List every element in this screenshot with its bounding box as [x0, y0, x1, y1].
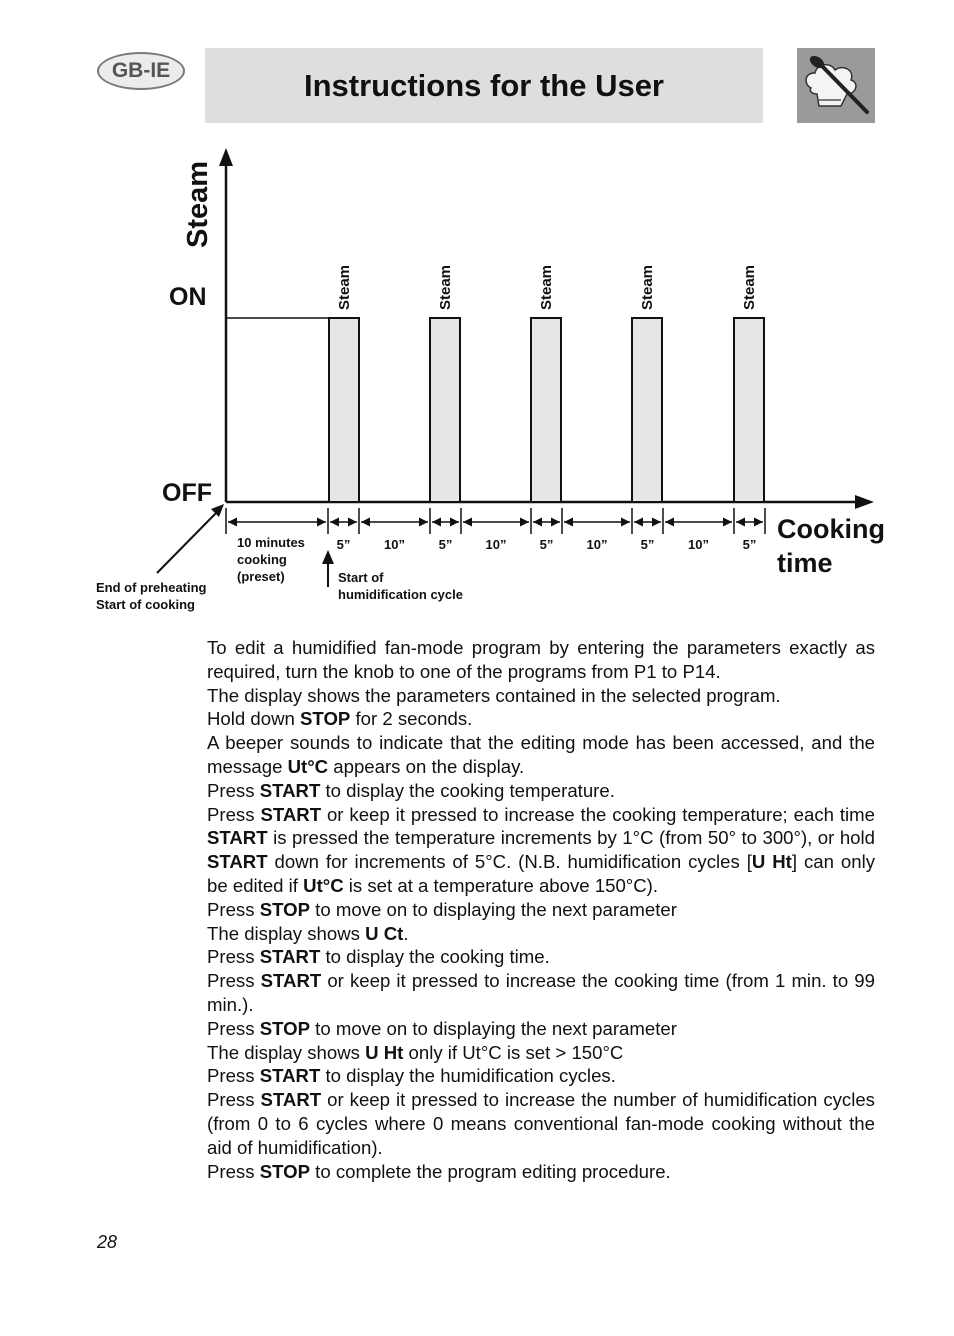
segment-label-4: 10” [485, 537, 507, 552]
keyword: U Ht [365, 1041, 404, 1063]
humid-label-line2: humidification cycle [338, 587, 463, 602]
instruction-paragraph [207, 731, 875, 779]
segment-head-left-2 [361, 518, 370, 527]
steam-pulse-label-4: Steam [639, 264, 656, 310]
segment-head-left-7 [634, 518, 643, 527]
steam-pulse-label-3: Steam [538, 264, 555, 310]
time-segments [226, 508, 765, 552]
text-run: Press [207, 1089, 261, 1111]
text-run: is pressed the temperature increments by 1°C (from 50° to 300°), or hold [267, 827, 875, 849]
instruction-paragraph [207, 803, 875, 898]
text-run: . [403, 922, 409, 944]
text-run: Press [207, 1065, 260, 1087]
text-run: for 2 seconds. [350, 708, 473, 730]
keyword: STOP [259, 1160, 310, 1182]
instruction-paragraph [207, 922, 875, 946]
segment-head-left-8 [665, 518, 674, 527]
preheat-label-line2: Start of cooking [96, 597, 195, 612]
segment-head-right-3 [450, 518, 459, 527]
keyword: START [207, 827, 268, 849]
x-axis-arrow [855, 495, 874, 509]
text-run: The display shows [207, 1041, 366, 1063]
segment-head-left-5 [533, 518, 542, 527]
segment-label-3: 5” [438, 537, 453, 552]
segment-label-2: 10” [384, 537, 405, 552]
preset-label-line1: 10 minutes [237, 535, 305, 550]
y-axis-title: Steam [182, 160, 214, 248]
segment-label-5: 5” [539, 537, 554, 552]
text-run: Press [207, 779, 260, 801]
y-axis-arrow [219, 148, 233, 166]
keyword: START [260, 1089, 322, 1111]
instruction-paragraph [207, 1017, 875, 1041]
text-run: A beeper sounds to indicate that the editing mode has been accessed, and the message [207, 732, 875, 777]
title-bar [205, 48, 763, 123]
keyword: Ut°C [287, 755, 329, 777]
keyword: START [259, 779, 321, 801]
instruction-paragraph [207, 636, 875, 684]
segment-label-8: 10” [688, 537, 709, 552]
segment-label-1: 5” [336, 537, 351, 552]
on-label: ON [169, 283, 207, 311]
instruction-paragraph [207, 1160, 875, 1184]
steam-pulse-1 [329, 318, 359, 502]
segment-label-7: 5” [640, 537, 655, 552]
steam-pulse-label-2: Steam [437, 264, 454, 310]
text-run: is set at a temperature above 150°C). [343, 874, 659, 896]
text-run: Press [207, 803, 261, 825]
segment-head-right-2 [419, 518, 428, 527]
keyword: START [207, 851, 268, 873]
page-title: Instructions for the User [304, 67, 664, 103]
text-run: only if Ut°C is set > 150°C [403, 1041, 624, 1063]
segment-head-right-7 [652, 518, 661, 527]
text-run: to move on to displaying the next parameter [310, 898, 677, 920]
segment-head-left-1 [330, 518, 339, 527]
x-axis-title-line2: time [777, 548, 833, 578]
country-badge [97, 52, 185, 90]
keyword: STOP [259, 1017, 310, 1039]
steam-pulse-label-5: Steam [741, 264, 758, 310]
text-run: Press [207, 1160, 260, 1182]
keyword: Ut°C [303, 874, 344, 896]
instruction-paragraph [207, 1088, 875, 1159]
steam-pulse-5 [734, 318, 764, 502]
preheat-label-line1: End of preheating [96, 580, 207, 595]
instruction-paragraph [207, 684, 875, 708]
preheat-pointer [157, 510, 219, 573]
steam-pulse-4 [632, 318, 662, 502]
instruction-paragraph [207, 707, 875, 731]
steam-pulses [329, 265, 764, 502]
steam-pulse-2 [430, 318, 460, 502]
keyword: U Ct [365, 922, 404, 944]
keyword: START [260, 970, 322, 992]
keyword: START [259, 1065, 321, 1087]
segment-label-9: 5” [742, 537, 757, 552]
segment-head-left-9 [736, 518, 745, 527]
text-run: to move on to displaying the next parameter [310, 1017, 677, 1039]
segment-head-right-4 [520, 518, 529, 527]
steam-pulse-label-1: Steam [336, 264, 353, 310]
text-run: to display the cooking temperature. [320, 779, 615, 801]
keyword: START [260, 803, 322, 825]
text-run: to complete the program editing procedure. [310, 1160, 671, 1182]
text-run: To edit a humidified fan-mode program by entering the parameters exactly as required, turn the knob to one of the programs from P1 to P14. [207, 637, 875, 682]
text-run: down for increments of 5°C. (N.B. humidification cycles [ [267, 851, 752, 873]
steam-cycle-diagram [0, 140, 954, 620]
humid-label-line1: Start of [338, 570, 384, 585]
text-run: The display shows [207, 922, 366, 944]
text-run: Press [207, 970, 261, 992]
humid-arrowhead [322, 550, 334, 564]
preset-interval-head-left [228, 518, 237, 527]
preset-label-line2: cooking [237, 552, 287, 567]
segment-head-left-6 [564, 518, 573, 527]
keyword: START [259, 946, 321, 968]
instruction-paragraph [207, 969, 875, 1017]
segment-head-right-1 [348, 518, 357, 527]
badge-label: GB-IE [111, 59, 171, 82]
text-run: Press [207, 1017, 260, 1039]
segment-head-right-5 [551, 518, 560, 527]
text-run: Press [207, 898, 260, 920]
chef-hat-spoon-icon [797, 48, 875, 123]
instruction-paragraph [207, 1041, 875, 1065]
instruction-paragraph [207, 1064, 875, 1088]
preset-interval-head-right [317, 518, 326, 527]
segment-head-right-9 [754, 518, 763, 527]
text-run: or keep it pressed to increase the number of humidification cycles (from 0 to 6 cycles where 0 means conventional fan-mode cooking without the aid of humidification). [207, 1089, 875, 1158]
text-run: or keep it pressed to increase the cooking time (from 1 min. to 99 min.). [207, 970, 875, 1015]
text-run: The display shows the parameters contained in the selected program. [207, 684, 781, 706]
segment-head-left-4 [463, 518, 472, 527]
instruction-paragraph [207, 898, 875, 922]
text-run: to display the cooking time. [320, 946, 550, 968]
segment-head-left-3 [432, 518, 441, 527]
keyword: U Ht [751, 851, 792, 873]
x-axis-title-line1: Cooking [777, 514, 885, 544]
instruction-paragraph [207, 945, 875, 969]
segment-head-right-6 [621, 518, 630, 527]
off-label: OFF [162, 479, 212, 507]
text-run: Press [207, 946, 260, 968]
instruction-paragraph [207, 779, 875, 803]
segment-label-6: 10” [586, 537, 608, 552]
page-number: 28 [97, 1232, 118, 1252]
text-run: Hold down [207, 708, 301, 730]
keyword: STOP [259, 898, 310, 920]
text-run: appears on the display. [328, 755, 525, 777]
instructions-text [207, 636, 875, 1183]
preset-label-line3: (preset) [237, 569, 285, 584]
text-run: to display the humidification cycles. [320, 1065, 616, 1087]
keyword: STOP [300, 708, 351, 730]
segment-head-right-8 [723, 518, 732, 527]
text-run: ] can only be edited if [207, 851, 876, 896]
text-run: or keep it pressed to increase the cooking temperature; each time [321, 803, 875, 825]
steam-pulse-3 [531, 318, 561, 502]
